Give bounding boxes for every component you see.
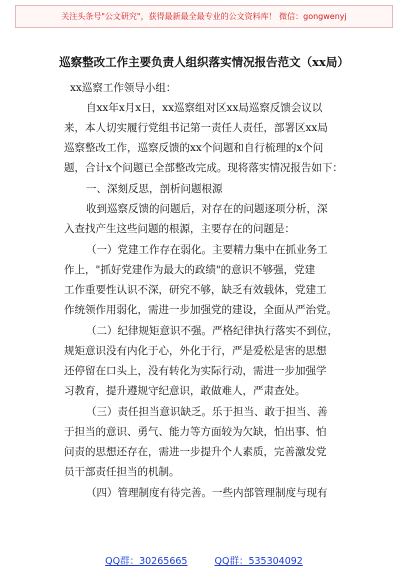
- body-line: 于担当的意识、勇气、能力等方面较为欠缺，怕出事、怕: [64, 426, 327, 438]
- promo-banner: 关注头条号"公文研究"，获得最新最全最专业的公文资料库！ 微信：gongwenyj: [15, 5, 393, 28]
- body-line: 员干部责任担当的机制。: [64, 466, 180, 478]
- body-line: 作统领作用弱化，需进一步加强党的建设，全面从严治党。: [64, 304, 337, 316]
- body-line: 还停留在口头上，没有转化为实际行动，需进一步加强学: [64, 365, 327, 377]
- qq-group-link-1[interactable]: QQ群：30265665: [105, 556, 188, 567]
- body-line: 来，本人切实履行党组书记第一责任人责任，部署区xx局: [64, 122, 328, 134]
- qq-group-link-2[interactable]: QQ群：535304092: [214, 556, 303, 567]
- body-line: 入查找产生这些问题的根源，主要存在的问题是：: [64, 223, 295, 235]
- body-line: （二）纪律规矩意识不强。严格纪律执行落实不到位，: [86, 325, 338, 337]
- body-line: 工作重要性认识不深，研究不够，缺乏有效载体，党建工: [64, 284, 327, 296]
- body-line: 收到巡察反馈的问题后，对存在的问题逐项分析，深: [86, 203, 328, 215]
- body-line: 作上，"抓好党建作为最大的政绩"的意识不够强，党建: [64, 264, 316, 276]
- body-line: （一）党建工作存在弱化。主要精力集中在抓业务工: [86, 244, 328, 256]
- salutation-line: xx巡察工作领导小组：: [70, 82, 177, 94]
- body-line: 规矩意识没有内化于心，外化于行，严是爱松是害的思想: [64, 345, 327, 357]
- body-line: （三）责任担当意识缺乏。乐于担当、敢于担当、善: [86, 406, 328, 418]
- body-line: 巡察整改工作，巡察反馈的xx个问题和自行梳理的x个问: [64, 142, 324, 154]
- body-line: 习教育，提升遵规守纪意识，敢做难人，严肃查处。: [64, 385, 306, 397]
- body-line: （四）管理制度有待完善。一些内部管理制度与现有: [86, 487, 328, 499]
- body-line: 题，合计x个问题已全部整改完成。现将落实情况报告如下：: [64, 162, 343, 174]
- section-heading: 一、深刻反思，剖析问题根源: [86, 183, 223, 195]
- document-title: 巡察整改工作主要负责人组织落实情况报告范文（xx局）: [59, 55, 349, 69]
- body-line: 自xx年x月x日，xx巡察组对区xx局巡察反馈会议以: [86, 102, 323, 114]
- body-line: 问责的思想还存在，需进一步提升个人素质，完善激发党: [64, 446, 327, 458]
- footer-contact: [0, 553, 408, 567]
